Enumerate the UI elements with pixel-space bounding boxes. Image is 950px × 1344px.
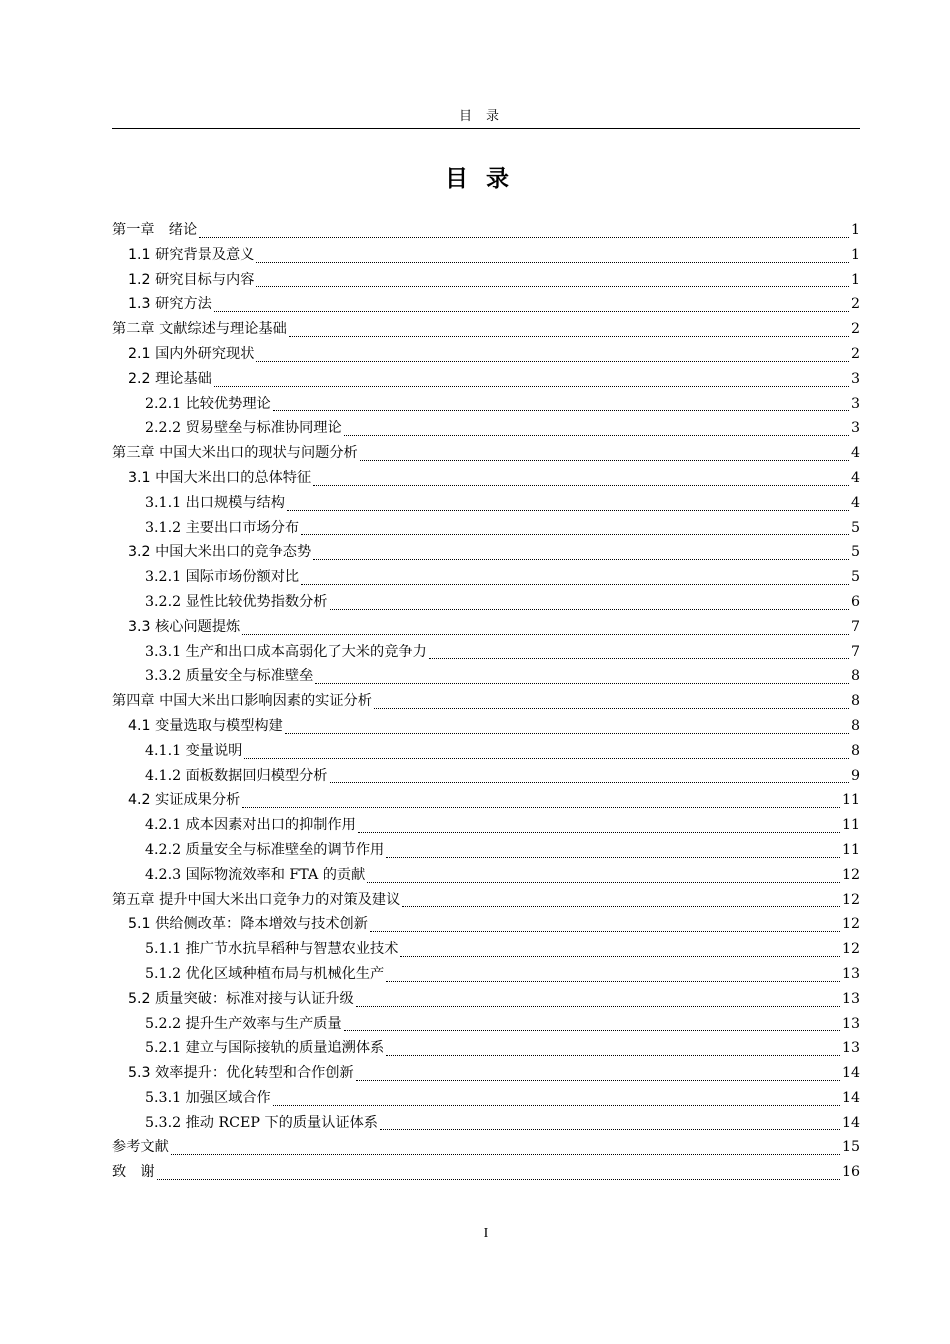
toc-entry-page: 1 [850, 271, 860, 288]
toc-entry[interactable] [112, 616, 860, 641]
toc-entry-label: 1.3 研究方法 [128, 296, 212, 313]
toc-entry[interactable] [112, 566, 860, 591]
toc-entry-label: 5.3.2 推动 RCEP 下的质量认证体系 [145, 1114, 378, 1131]
toc-dot-leader [370, 930, 840, 932]
toc-entry-page: 12 [841, 866, 860, 883]
toc-entry-label: 4.2 实证成果分析 [128, 792, 241, 809]
toc-entry-label: 5.1.1 推广节水抗旱稻种与智慧农业技术 [145, 941, 399, 958]
toc-entry[interactable] [112, 913, 860, 938]
toc-dot-leader [344, 1029, 840, 1031]
toc-entry-page: 2 [850, 321, 860, 338]
toc-dot-leader [386, 856, 840, 858]
toc-dot-leader [301, 533, 849, 535]
toc-entry-label: 5.3 效率提升：优化转型和合作创新 [128, 1065, 354, 1082]
toc-entry-page: 11 [841, 792, 860, 809]
toc-entry-label: 3.2.1 国际市场份额对比 [145, 569, 300, 586]
toc-entry-label: 3.1.1 出口规模与结构 [145, 494, 285, 511]
toc-entry-page: 11 [841, 841, 860, 858]
toc-entry-page: 14 [841, 1114, 860, 1131]
toc-dot-leader [380, 1128, 840, 1130]
toc-dot-leader [287, 509, 849, 511]
toc-entry-page: 3 [850, 420, 860, 437]
toc-entry[interactable] [112, 368, 860, 393]
toc-entry-label: 5.2 质量突破：标准对接与认证升级 [128, 990, 354, 1007]
toc-entry-page: 14 [841, 1089, 860, 1106]
toc-entry-label: 致 谢 [112, 1164, 155, 1181]
toc-entry[interactable] [112, 343, 860, 368]
toc-entry[interactable] [112, 814, 860, 839]
toc-dot-leader [400, 955, 840, 957]
toc-entry-page: 8 [850, 693, 860, 710]
toc-entry-page: 8 [850, 717, 860, 734]
toc-dot-leader [242, 806, 840, 808]
toc-entry-page: 12 [841, 916, 860, 933]
toc-entry[interactable] [112, 219, 860, 244]
toc-entry-label: 第四章 中国大米出口影响因素的实证分析 [112, 693, 372, 710]
toc-entry-page: 5 [850, 569, 860, 586]
toc-entry-label: 4.1 变量选取与模型构建 [128, 717, 283, 734]
toc-dot-leader [256, 285, 849, 287]
toc-entry-page: 7 [850, 618, 860, 635]
toc-entry-label: 4.2.1 成本因素对出口的抑制作用 [145, 817, 356, 834]
toc-entry[interactable] [112, 690, 860, 715]
toc-entry-label: 1.2 研究目标与内容 [128, 271, 255, 288]
toc-entry[interactable] [112, 244, 860, 269]
toc-entry-label: 5.2.2 提升生产效率与生产质量 [145, 1015, 342, 1032]
toc-entry-page: 13 [841, 1040, 860, 1057]
toc-dot-leader [273, 1104, 840, 1106]
toc-entry-label: 参考文献 [112, 1139, 169, 1156]
toc-entry-page: 6 [850, 593, 860, 610]
toc-entry-label: 4.2.3 国际物流效率和 FTA 的贡献 [145, 866, 366, 883]
toc-entry[interactable] [112, 889, 860, 914]
toc-entry-page: 12 [841, 891, 860, 908]
toc-entry-label: 5.3.1 加强区域合作 [145, 1089, 271, 1106]
toc-dot-leader [386, 980, 840, 982]
toc-entry-page: 5 [850, 544, 860, 561]
toc-entry-label: 1.1 研究背景及意义 [128, 246, 255, 263]
toc-entry-label: 第二章 文献综述与理论基础 [112, 321, 287, 338]
toc-entry-page: 1 [850, 222, 860, 238]
toc-entry-label: 4.1.2 面板数据回归模型分析 [145, 767, 328, 784]
toc-entry-label: 2.2 理论基础 [128, 370, 212, 387]
toc-entry-page: 13 [841, 1015, 860, 1032]
toc-entry[interactable] [112, 393, 860, 418]
toc-entry-page: 8 [850, 668, 860, 685]
toc-dot-leader [402, 905, 840, 907]
toc-entry[interactable] [112, 417, 860, 442]
toc-entry[interactable] [112, 442, 860, 467]
toc-entry-label: 3.3.2 质量安全与标准壁垒 [145, 668, 314, 685]
toc-entry-label: 2.2.1 比较优势理论 [145, 395, 271, 412]
toc-entry-page: 2 [850, 345, 860, 362]
toc-entry[interactable] [112, 318, 860, 343]
toc-entry-page: 4 [850, 494, 860, 511]
toc-dot-leader [315, 682, 849, 684]
toc-entry-label: 5.1 供给侧改革：降本增效与技术创新 [128, 916, 368, 933]
toc-entry-page: 15 [841, 1139, 860, 1156]
toc-entry[interactable] [112, 641, 860, 666]
toc-entry[interactable] [112, 492, 860, 517]
toc-dot-leader [356, 1079, 840, 1081]
toc-entry[interactable] [112, 963, 860, 988]
toc-entry-label: 5.1.2 优化区域种植布局与机械化生产 [145, 965, 385, 982]
toc-entry-page: 13 [841, 990, 860, 1007]
running-header: 目录 [458, 109, 513, 124]
toc-dot-leader [313, 558, 849, 560]
toc-dot-leader [360, 459, 849, 461]
toc-dot-leader [171, 1153, 840, 1155]
toc-entry[interactable] [112, 1112, 860, 1137]
toc-entry-label: 第三章 中国大米出口的现状与问题分析 [112, 445, 358, 462]
toc-dot-leader [344, 434, 849, 436]
toc-entry-page: 4 [850, 445, 860, 462]
toc-entry-label: 3.3 核心问题提炼 [128, 618, 241, 635]
toc-dot-leader [330, 781, 849, 783]
toc-entry[interactable] [112, 293, 860, 318]
toc-entry-page: 13 [841, 965, 860, 982]
toc-entry-page: 5 [850, 519, 860, 536]
toc-entry-page: 14 [841, 1065, 860, 1082]
toc-entry-page: 9 [850, 767, 860, 784]
table-of-contents [112, 219, 860, 1186]
toc-dot-leader [374, 707, 849, 709]
toc-entry-page: 3 [850, 370, 860, 387]
toc-entry[interactable] [112, 269, 860, 294]
toc-dot-leader [285, 732, 849, 734]
toc-dot-leader [214, 385, 849, 387]
toc-entry[interactable] [112, 765, 860, 790]
toc-entry-label: 3.2 中国大米出口的竞争态势 [128, 544, 312, 561]
toc-entry-page: 12 [841, 941, 860, 958]
toc-entry[interactable] [112, 740, 860, 765]
toc-entry-label: 第一章 绪论 [112, 222, 198, 238]
toc-entry-label: 2.2.2 贸易壁垒与标准协同理论 [145, 420, 342, 437]
toc-dot-leader [199, 236, 849, 238]
toc-entry[interactable] [112, 541, 860, 566]
toc-entry[interactable] [112, 517, 860, 542]
toc-dot-leader [356, 1005, 840, 1007]
toc-entry-label: 3.1.2 主要出口市场分布 [145, 519, 300, 536]
toc-entry[interactable] [112, 715, 860, 740]
toc-entry[interactable] [112, 1037, 860, 1062]
toc-entry-label: 2.1 国内外研究现状 [128, 345, 255, 362]
toc-dot-leader [289, 335, 849, 337]
toc-dot-leader [301, 583, 849, 585]
toc-entry[interactable] [112, 467, 860, 492]
toc-entry[interactable] [112, 591, 860, 616]
toc-title: 目录 [445, 166, 527, 192]
toc-entry[interactable] [112, 1161, 860, 1186]
toc-dot-leader [242, 633, 849, 635]
toc-entry[interactable] [112, 1136, 860, 1161]
toc-entry-page: 11 [841, 817, 860, 834]
toc-dot-leader [273, 409, 849, 411]
toc-entry-label: 3.3.1 生产和出口成本高弱化了大米的竞争力 [145, 643, 427, 660]
toc-dot-leader [429, 657, 849, 659]
toc-entry[interactable] [112, 665, 860, 690]
toc-entry-page: 8 [850, 742, 860, 759]
footer-page-number: I [483, 1226, 489, 1241]
toc-entry-page: 16 [841, 1164, 860, 1181]
toc-entry[interactable] [112, 1062, 860, 1087]
toc-entry-label: 4.2.2 质量安全与标准壁垒的调节作用 [145, 841, 385, 858]
toc-entry[interactable] [112, 938, 860, 963]
toc-dot-leader [367, 881, 840, 883]
toc-entry-label: 3.1 中国大米出口的总体特征 [128, 469, 312, 486]
toc-dot-leader [256, 261, 849, 263]
toc-entry[interactable] [112, 864, 860, 889]
toc-entry[interactable] [112, 988, 860, 1013]
toc-dot-leader [214, 310, 849, 312]
toc-entry-page: 1 [850, 246, 860, 263]
toc-dot-leader [256, 360, 849, 362]
toc-dot-leader [386, 1054, 840, 1056]
toc-entry[interactable] [112, 789, 860, 814]
toc-entry[interactable] [112, 1013, 860, 1038]
toc-entry-page: 4 [850, 469, 860, 486]
toc-dot-leader [244, 757, 849, 759]
toc-entry-page: 7 [850, 643, 860, 660]
header-rule [112, 128, 860, 129]
toc-entry[interactable] [112, 1087, 860, 1112]
toc-dot-leader [313, 484, 849, 486]
toc-entry[interactable] [112, 839, 860, 864]
toc-dot-leader [330, 608, 849, 610]
toc-entry-label: 第五章 提升中国大米出口竞争力的对策及建议 [112, 891, 401, 908]
toc-entry-label: 4.1.1 变量说明 [145, 742, 243, 759]
toc-dot-leader [157, 1178, 840, 1180]
toc-entry-label: 3.2.2 显性比较优势指数分析 [145, 593, 328, 610]
toc-dot-leader [358, 831, 840, 833]
toc-entry-page: 2 [850, 296, 860, 313]
toc-entry-page: 3 [850, 395, 860, 412]
toc-entry-label: 5.2.1 建立与国际接轨的质量追溯体系 [145, 1040, 385, 1057]
